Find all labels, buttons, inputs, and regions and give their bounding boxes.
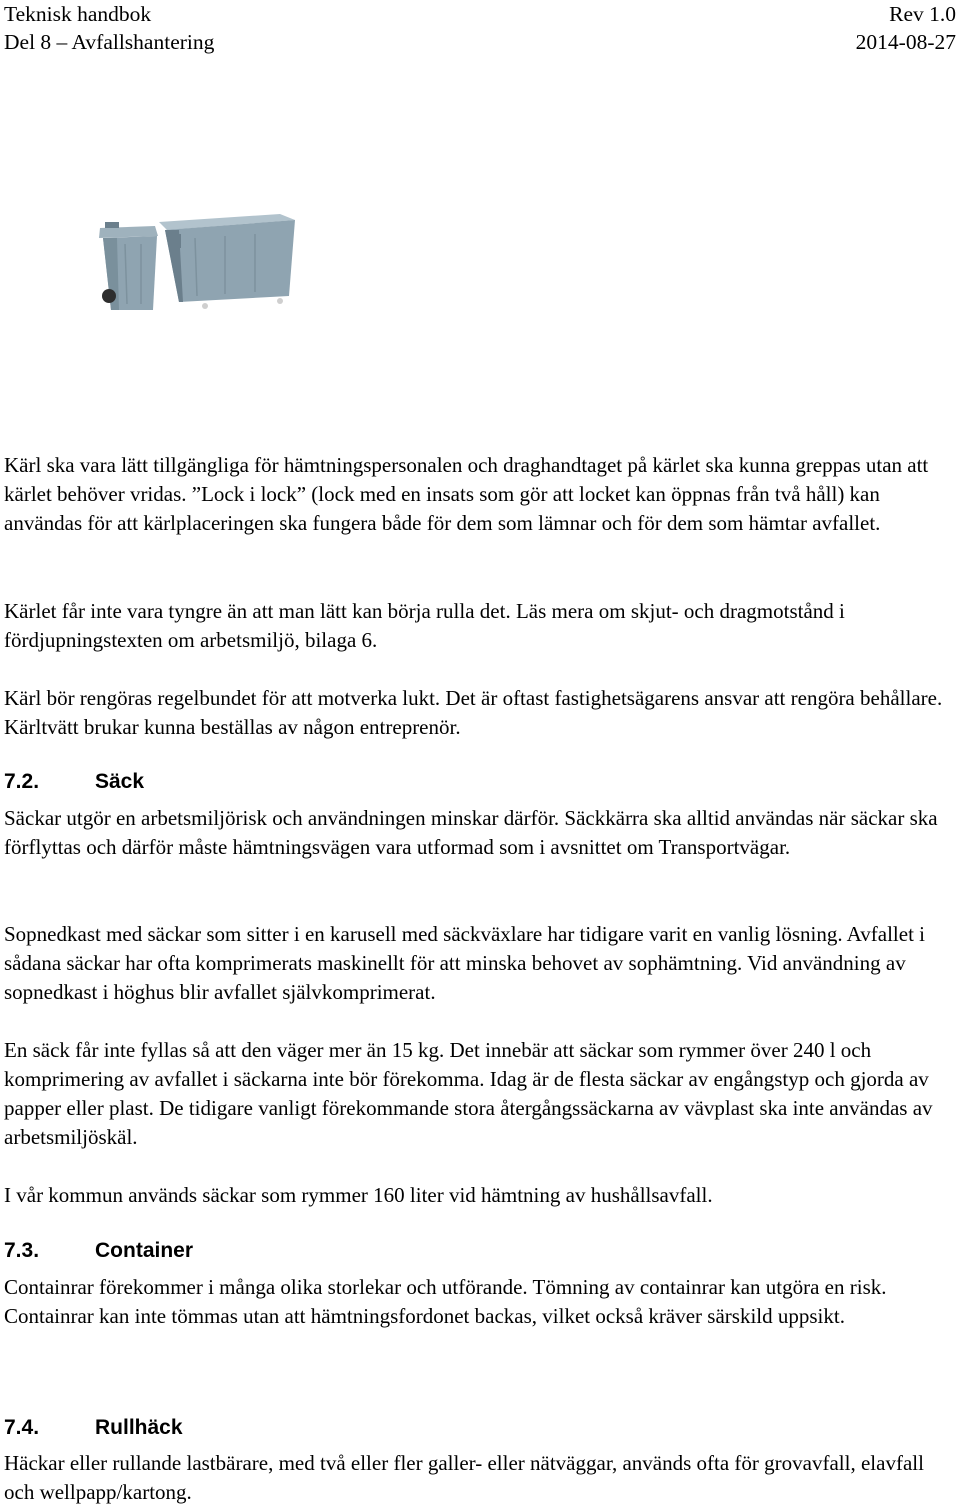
section-title: Säck <box>95 770 145 793</box>
page-header-row-2 <box>4 28 956 56</box>
section-number: 7.3. <box>4 1239 40 1262</box>
section-title: Rullhäck <box>95 1416 183 1439</box>
paragraph-sack-2: Sopnedkast med säckar som sitter i en karusell med säckväxlare har tidigare varit en vanlig lösning. Avfallet i sådana säckar har ofta komprimerats maskinellt för att minska behovet av sophämtning. Vid användning av sopnedkast i höghus blir avfallet självkomprimerat. <box>4 922 926 1004</box>
paragraph-sack-1: Säckar utgör en arbetsmiljörisk och användningen minskar därför. Säckkärra ska alltid användas när säckar ska förflyttas och därför måste hämtningsvägen vara utformad som i avsnittet om Transportvägar. <box>4 806 938 859</box>
paragraph-rullhack-1: Häckar eller rullande lastbärare, med två eller fler galler- eller nätväggar, används ofta för grovavfall, elavfall och wellpapp/kartong. <box>4 1451 924 1504</box>
section-heading-rullhack <box>4 1413 183 1442</box>
document-date: 2014-08-27 <box>855 30 956 54</box>
paragraph-bin-cleaning: Kärl bör rengöras regelbundet för att motverka lukt. Det är oftast fastighetsägarens ansvar att rengöra behållare. Kärltvätt brukar kunna beställas av någon entreprenör. <box>4 686 943 739</box>
section-heading-sack <box>4 767 144 796</box>
waste-bins-illustration <box>95 208 300 314</box>
paragraph-bin-access: Kärl ska vara lätt tillgängliga för hämtningspersonalen och draghandtaget på kärlet ska kunna greppas utan att kärlet behöver vridas. ”Lock i lock” (lock med en insats som gör att locket kan öppnas från två håll) kan användas för att kärlplaceringen ska fungera både för dem som lämnar och för dem som hämtar avfallet. <box>4 453 929 535</box>
paragraph-container-1: Containrar förekommer i många olika storlekar och utförande. Tömning av containrar kan utgöra en risk. Containrar kan inte tömmas utan att hämtningsfordonet backas, vilket också kräver särskild uppsikt. <box>4 1275 887 1328</box>
section-title: Container <box>95 1239 194 1262</box>
section-number: 7.2. <box>4 770 40 793</box>
paragraph-sack-4: I vår kommun används säckar som rymmer 160 liter vid hämtning av hushållsavfall. <box>4 1183 713 1207</box>
document-title: Teknisk handbok <box>4 2 152 26</box>
paragraph-bin-weight: Kärlet får inte vara tyngre än att man lätt kan börja rulla det. Läs mera om skjut- och dragmotstånd i fördjupningstexten om arbetsmiljö, bilaga 6. <box>4 599 845 652</box>
revision-label: Rev 1.0 <box>889 2 956 26</box>
section-heading-container <box>4 1236 193 1265</box>
page-header-row-1 <box>4 0 956 28</box>
section-number: 7.4. <box>4 1416 40 1439</box>
large-container-image <box>159 214 295 309</box>
section-label: Del 8 – Avfallshantering <box>4 30 215 54</box>
paragraph-sack-3: En säck får inte fyllas så att den väger mer än 15 kg. Det innebär att säckar som rymmer över 240 l och komprimering av avfallet i säckarna inte bör förekomma. Idag är de flesta säckar av engångstyp och gjorda av papper eller plast. De tidigare vanligt förekommande stora återgångssäckarna av vävplast ska inte användas av arbetsmiljöskäl. <box>4 1038 933 1149</box>
small-bin-image <box>99 222 158 310</box>
